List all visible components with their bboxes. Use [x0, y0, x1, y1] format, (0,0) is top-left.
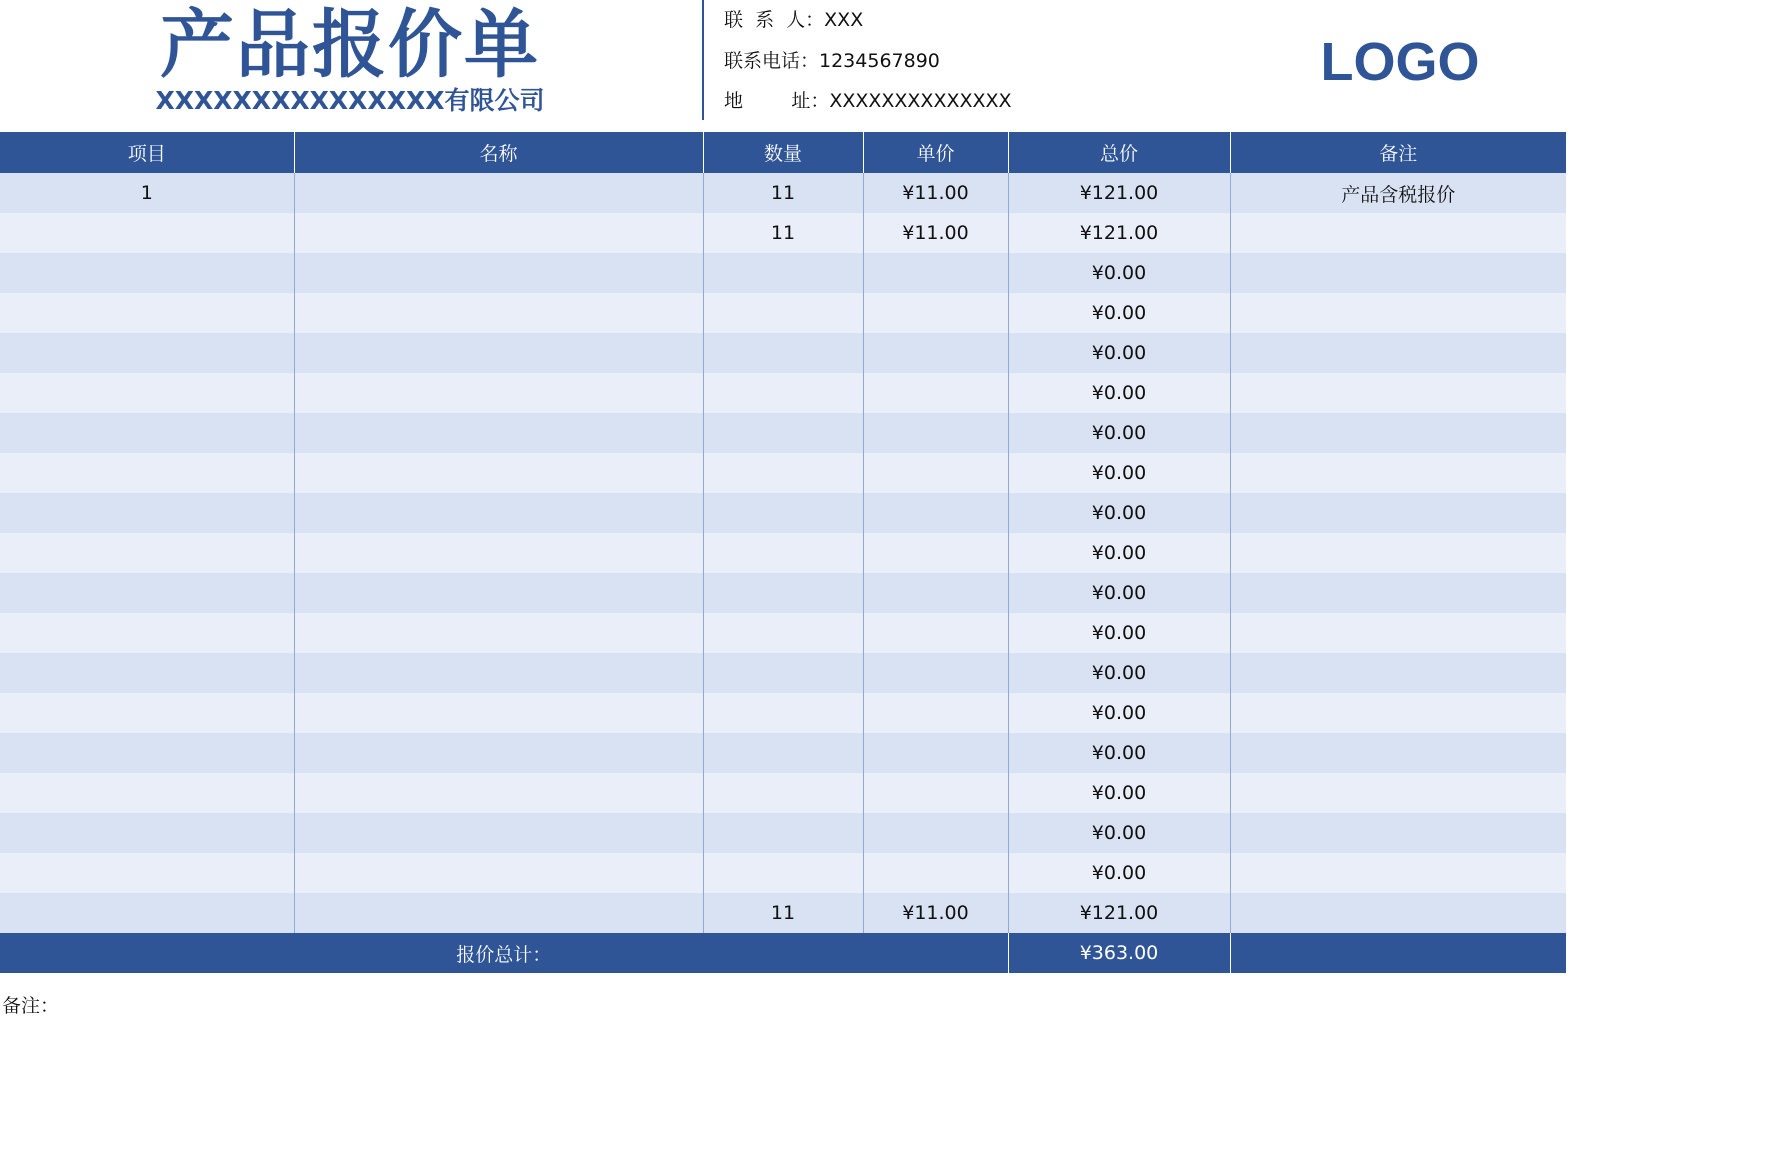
- cell-unit-price[interactable]: [863, 373, 1008, 413]
- cell-quantity[interactable]: [703, 333, 863, 373]
- cell-unit-price[interactable]: [863, 773, 1008, 813]
- cell-quantity[interactable]: [703, 813, 863, 853]
- cell-item[interactable]: [0, 573, 294, 613]
- cell-item[interactable]: [0, 693, 294, 733]
- cell-quantity[interactable]: [703, 773, 863, 813]
- cell-unit-price[interactable]: [863, 653, 1008, 693]
- cell-item[interactable]: [0, 893, 294, 933]
- cell-remarks[interactable]: [1230, 373, 1566, 413]
- column-header-item: 项目: [0, 132, 294, 173]
- cell-remarks[interactable]: [1230, 573, 1566, 613]
- table-row: [0, 213, 1566, 253]
- cell-total-price[interactable]: ¥0.00: [1008, 853, 1230, 893]
- column-header-quantity: 数量: [703, 132, 863, 173]
- cell-item[interactable]: [0, 293, 294, 333]
- cell-total-price[interactable]: ¥121.00: [1008, 893, 1230, 933]
- contact-phone: 联系电话：1234567890: [724, 50, 940, 72]
- cell-name[interactable]: [294, 773, 703, 813]
- table-row: [0, 493, 1566, 533]
- cell-total-price[interactable]: ¥0.00: [1008, 693, 1230, 733]
- cell-quantity[interactable]: [703, 613, 863, 653]
- cell-quantity[interactable]: [703, 533, 863, 573]
- cell-item[interactable]: [0, 613, 294, 653]
- cell-total-price[interactable]: ¥0.00: [1008, 333, 1230, 373]
- remarks-label: 备注：: [2, 995, 60, 1017]
- table-row: [0, 533, 1566, 573]
- cell-remarks[interactable]: [1230, 333, 1566, 373]
- cell-name[interactable]: [294, 813, 703, 853]
- cell-item[interactable]: [0, 373, 294, 413]
- cell-name[interactable]: [294, 253, 703, 293]
- column-header-remarks: 备注: [1230, 132, 1566, 173]
- table-row: [0, 653, 1566, 693]
- cell-name[interactable]: [294, 853, 703, 893]
- cell-item[interactable]: [0, 653, 294, 693]
- cell-total-price[interactable]: ¥0.00: [1008, 293, 1230, 333]
- total-label: 报价总计：: [0, 933, 1008, 973]
- cell-quantity[interactable]: 11: [703, 213, 863, 253]
- table-row: [0, 693, 1566, 733]
- column-header-name: 名称: [294, 132, 703, 173]
- cell-unit-price[interactable]: [863, 613, 1008, 653]
- cell-quantity[interactable]: [703, 733, 863, 773]
- cell-unit-price[interactable]: [863, 453, 1008, 493]
- cell-quantity[interactable]: [703, 693, 863, 733]
- cell-unit-price[interactable]: [863, 853, 1008, 893]
- cell-total-price[interactable]: ¥0.00: [1008, 613, 1230, 653]
- cell-quantity[interactable]: [703, 293, 863, 333]
- cell-remarks[interactable]: [1230, 253, 1566, 293]
- cell-total-price[interactable]: ¥0.00: [1008, 653, 1230, 693]
- cell-name[interactable]: [294, 213, 703, 253]
- table-row: [0, 333, 1566, 373]
- cell-total-price[interactable]: ¥121.00: [1008, 173, 1230, 213]
- cell-remarks[interactable]: [1230, 293, 1566, 333]
- table-row: [0, 373, 1566, 413]
- cell-item[interactable]: [0, 333, 294, 373]
- cell-remarks[interactable]: [1230, 893, 1566, 933]
- table-row: [0, 453, 1566, 493]
- cell-total-price[interactable]: ¥121.00: [1008, 213, 1230, 253]
- cell-remarks[interactable]: [1230, 493, 1566, 533]
- cell-name[interactable]: [294, 293, 703, 333]
- table-header-row: [0, 132, 1566, 173]
- cell-quantity[interactable]: 11: [703, 173, 863, 213]
- column-header-unit-price: 单价: [863, 132, 1008, 173]
- cell-remarks[interactable]: [1230, 413, 1566, 453]
- cell-unit-price[interactable]: [863, 813, 1008, 853]
- cell-unit-price[interactable]: [863, 493, 1008, 533]
- cell-unit-price[interactable]: [863, 333, 1008, 373]
- cell-unit-price[interactable]: [863, 413, 1008, 453]
- cell-unit-price[interactable]: ¥11.00: [863, 213, 1008, 253]
- cell-total-price[interactable]: ¥0.00: [1008, 573, 1230, 613]
- cell-name[interactable]: [294, 333, 703, 373]
- cell-item[interactable]: [0, 733, 294, 773]
- cell-quantity[interactable]: [703, 373, 863, 413]
- cell-item[interactable]: 1: [0, 173, 294, 213]
- cell-total-price[interactable]: ¥0.00: [1008, 493, 1230, 533]
- cell-quantity[interactable]: [703, 253, 863, 293]
- cell-quantity[interactable]: [703, 493, 863, 533]
- table-row: [0, 733, 1566, 773]
- cell-name[interactable]: [294, 173, 703, 213]
- cell-item[interactable]: [0, 493, 294, 533]
- cell-remarks[interactable]: [1230, 653, 1566, 693]
- cell-total-price[interactable]: ¥0.00: [1008, 453, 1230, 493]
- cell-remarks[interactable]: [1230, 773, 1566, 813]
- cell-total-price[interactable]: ¥0.00: [1008, 253, 1230, 293]
- cell-unit-price[interactable]: [863, 733, 1008, 773]
- quote-table: [0, 132, 1566, 973]
- cell-unit-price[interactable]: [863, 693, 1008, 733]
- cell-quantity[interactable]: [703, 413, 863, 453]
- cell-item[interactable]: [0, 773, 294, 813]
- cell-remarks[interactable]: [1230, 693, 1566, 733]
- cell-unit-price[interactable]: [863, 293, 1008, 333]
- table-row: [0, 613, 1566, 653]
- table-row: [0, 253, 1566, 293]
- page-title: 产品报价单: [160, 2, 540, 88]
- table-row: [0, 173, 1566, 213]
- cell-unit-price[interactable]: ¥11.00: [863, 173, 1008, 213]
- cell-name[interactable]: [294, 533, 703, 573]
- cell-quantity[interactable]: [703, 573, 863, 613]
- cell-remarks[interactable]: 产品含税报价: [1230, 173, 1566, 213]
- cell-unit-price[interactable]: [863, 533, 1008, 573]
- cell-name[interactable]: [294, 373, 703, 413]
- cell-item[interactable]: [0, 253, 294, 293]
- total-value: ¥363.00: [1008, 933, 1230, 973]
- cell-item[interactable]: [0, 813, 294, 853]
- cell-quantity[interactable]: [703, 653, 863, 693]
- cell-unit-price[interactable]: [863, 573, 1008, 613]
- company-name: XXXXXXXXXXXXXXX有限公司: [155, 86, 545, 115]
- cell-name[interactable]: [294, 893, 703, 933]
- cell-name[interactable]: [294, 493, 703, 533]
- cell-name[interactable]: [294, 613, 703, 653]
- contact-person: 联 系 人：XXX: [724, 9, 864, 31]
- cell-remarks[interactable]: [1230, 533, 1566, 573]
- cell-name[interactable]: [294, 453, 703, 493]
- cell-item[interactable]: [0, 413, 294, 453]
- cell-total-price[interactable]: ¥0.00: [1008, 773, 1230, 813]
- table-row: [0, 773, 1566, 813]
- cell-remarks[interactable]: [1230, 853, 1566, 893]
- total-row: [0, 933, 1566, 973]
- table-row: [0, 853, 1566, 893]
- cell-quantity[interactable]: [703, 853, 863, 893]
- cell-name[interactable]: [294, 653, 703, 693]
- column-header-total-price: 总价: [1008, 132, 1230, 173]
- cell-remarks[interactable]: [1230, 453, 1566, 493]
- cell-total-price[interactable]: ¥0.00: [1008, 373, 1230, 413]
- table-row: [0, 413, 1566, 453]
- cell-item[interactable]: [0, 453, 294, 493]
- cell-remarks[interactable]: [1230, 733, 1566, 773]
- company-logo: LOGO: [1320, 32, 1480, 92]
- table-row: [0, 293, 1566, 333]
- table-row: [0, 893, 1566, 933]
- cell-name[interactable]: [294, 413, 703, 453]
- contact-address: 地 址：XXXXXXXXXXXXXX: [724, 90, 1012, 112]
- cell-name[interactable]: [294, 693, 703, 733]
- cell-name[interactable]: [294, 573, 703, 613]
- cell-name[interactable]: [294, 733, 703, 773]
- cell-item[interactable]: [0, 533, 294, 573]
- cell-unit-price[interactable]: [863, 253, 1008, 293]
- cell-total-price[interactable]: ¥0.00: [1008, 813, 1230, 853]
- cell-remarks[interactable]: [1230, 213, 1566, 253]
- table-row: [0, 573, 1566, 613]
- cell-item[interactable]: [0, 853, 294, 893]
- header-divider: [702, 0, 704, 120]
- total-note: [1230, 933, 1566, 973]
- cell-quantity[interactable]: 11: [703, 893, 863, 933]
- cell-total-price[interactable]: ¥0.00: [1008, 733, 1230, 773]
- cell-item[interactable]: [0, 213, 294, 253]
- table-row: [0, 813, 1566, 853]
- cell-remarks[interactable]: [1230, 813, 1566, 853]
- cell-remarks[interactable]: [1230, 613, 1566, 653]
- cell-total-price[interactable]: ¥0.00: [1008, 413, 1230, 453]
- cell-total-price[interactable]: ¥0.00: [1008, 533, 1230, 573]
- cell-unit-price[interactable]: ¥11.00: [863, 893, 1008, 933]
- cell-quantity[interactable]: [703, 453, 863, 493]
